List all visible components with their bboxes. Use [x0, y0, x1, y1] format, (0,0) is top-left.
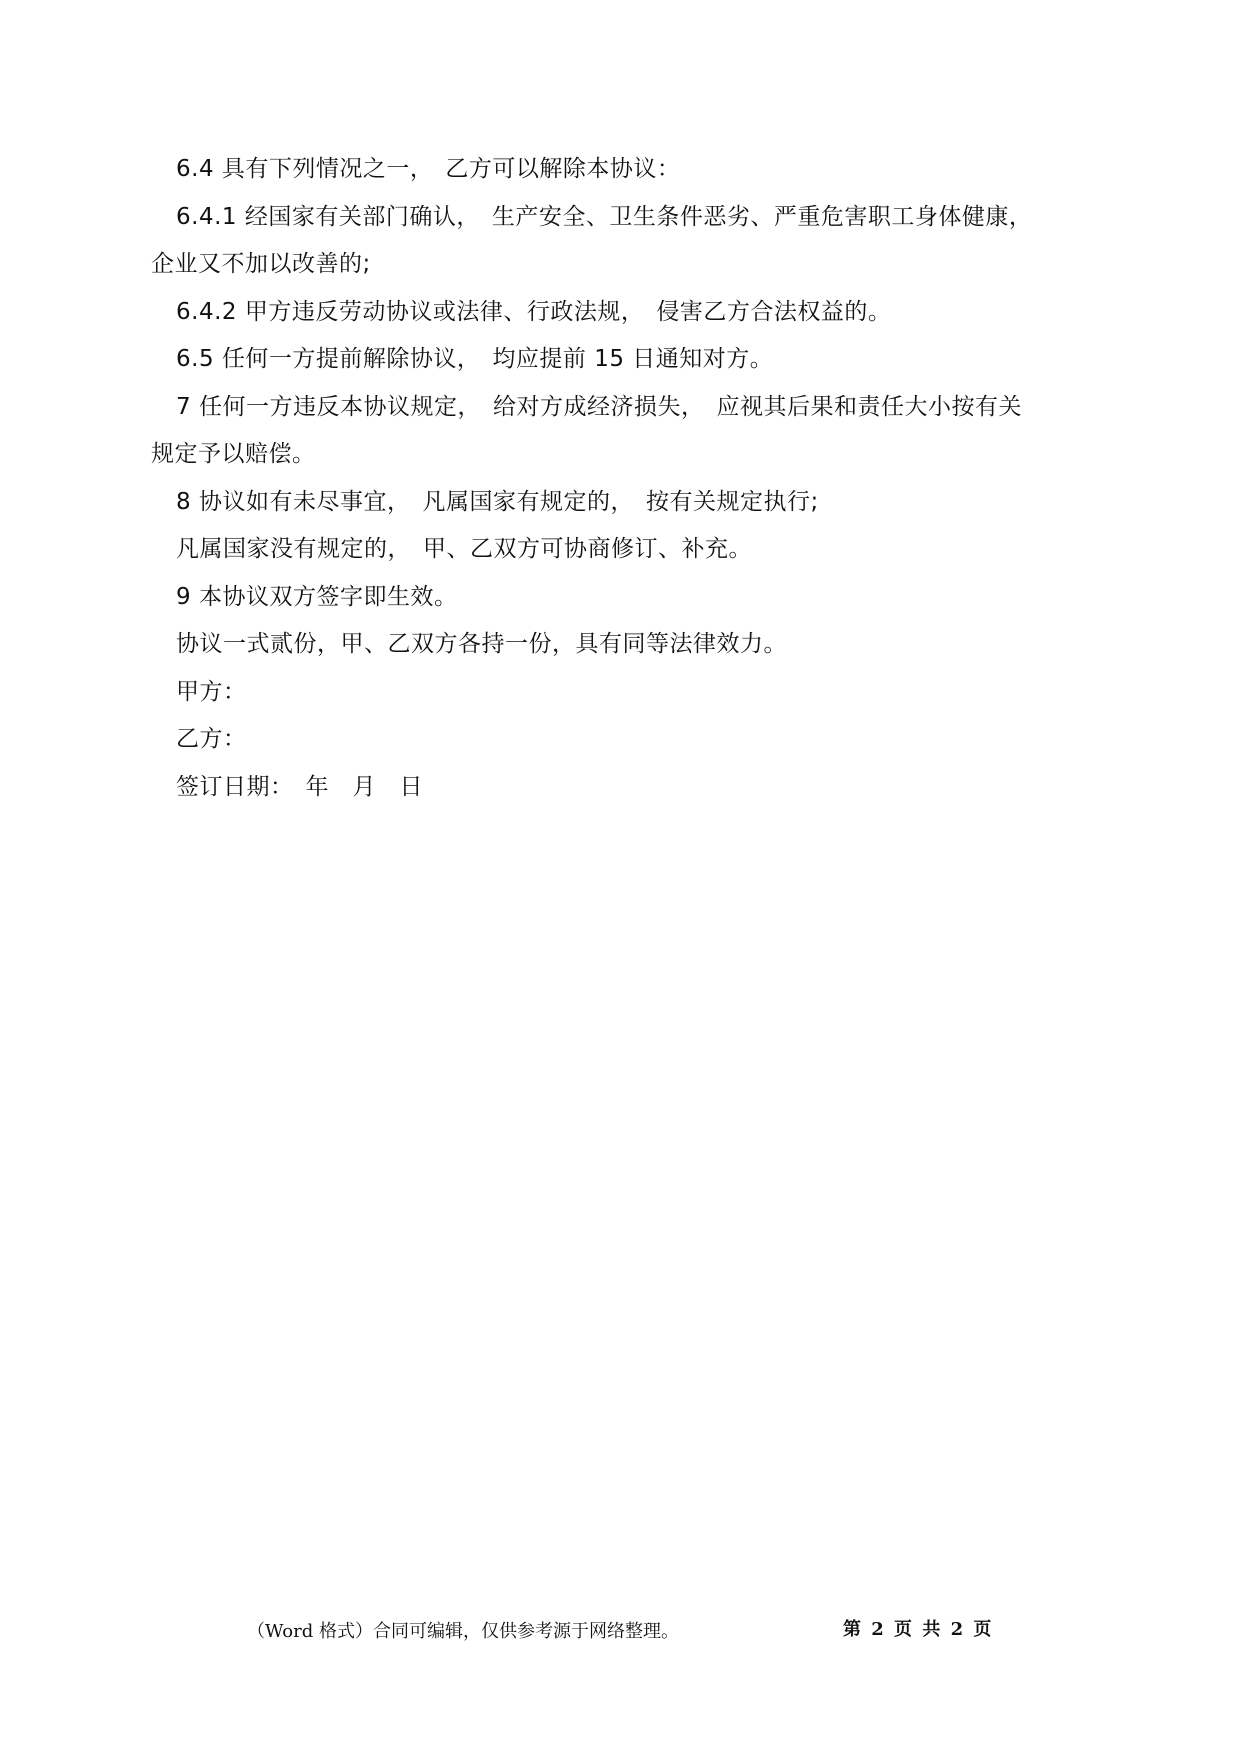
clause-6-4-1: 6.4.1 经国家有关部门确认， 生产安全、卫生条件恶劣、严重危害职工身体健康，: [176, 204, 1033, 230]
clause-9: 9 本协议双方签字即生效。: [176, 584, 458, 610]
clause-7-cont: 规定予以赔偿。: [151, 441, 316, 467]
clause-6-4: 6.4 具有下列情况之一， 乙方可以解除本协议：: [176, 156, 681, 182]
footer-note: （Word 格式）合同可编辑，仅供参考源于网络整理。: [247, 1621, 679, 1642]
footer-page-number: 第 2 页 共 2 页: [843, 1619, 994, 1640]
signing-date: 签订日期： 年 月 日: [176, 774, 423, 800]
copies-statement: 协议一式贰份，甲、乙双方各持一份，具有同等法律效力。: [176, 631, 787, 657]
clause-8: 8 协议如有未尽事宜， 凡属国家有规定的， 按有关规定执行;: [176, 489, 819, 515]
party-a-signature: 甲方：: [176, 679, 247, 705]
clause-6-4-1-cont: 企业又不加以改善的;: [151, 251, 371, 277]
clause-6-4-2: 6.4.2 甲方违反劳动协议或法律、行政法规， 侵害乙方合法权益的。: [176, 299, 892, 325]
clause-8-cont: 凡属国家没有规定的， 甲、乙双方可协商修订、补充。: [176, 536, 752, 562]
party-b-signature: 乙方：: [176, 726, 247, 752]
clause-6-5: 6.5 任何一方提前解除协议， 均应提前 15 日通知对方。: [176, 346, 774, 372]
clause-7: 7 任何一方违反本协议规定， 给对方成经济损失， 应视其后果和责任大小按有关: [176, 394, 1022, 420]
